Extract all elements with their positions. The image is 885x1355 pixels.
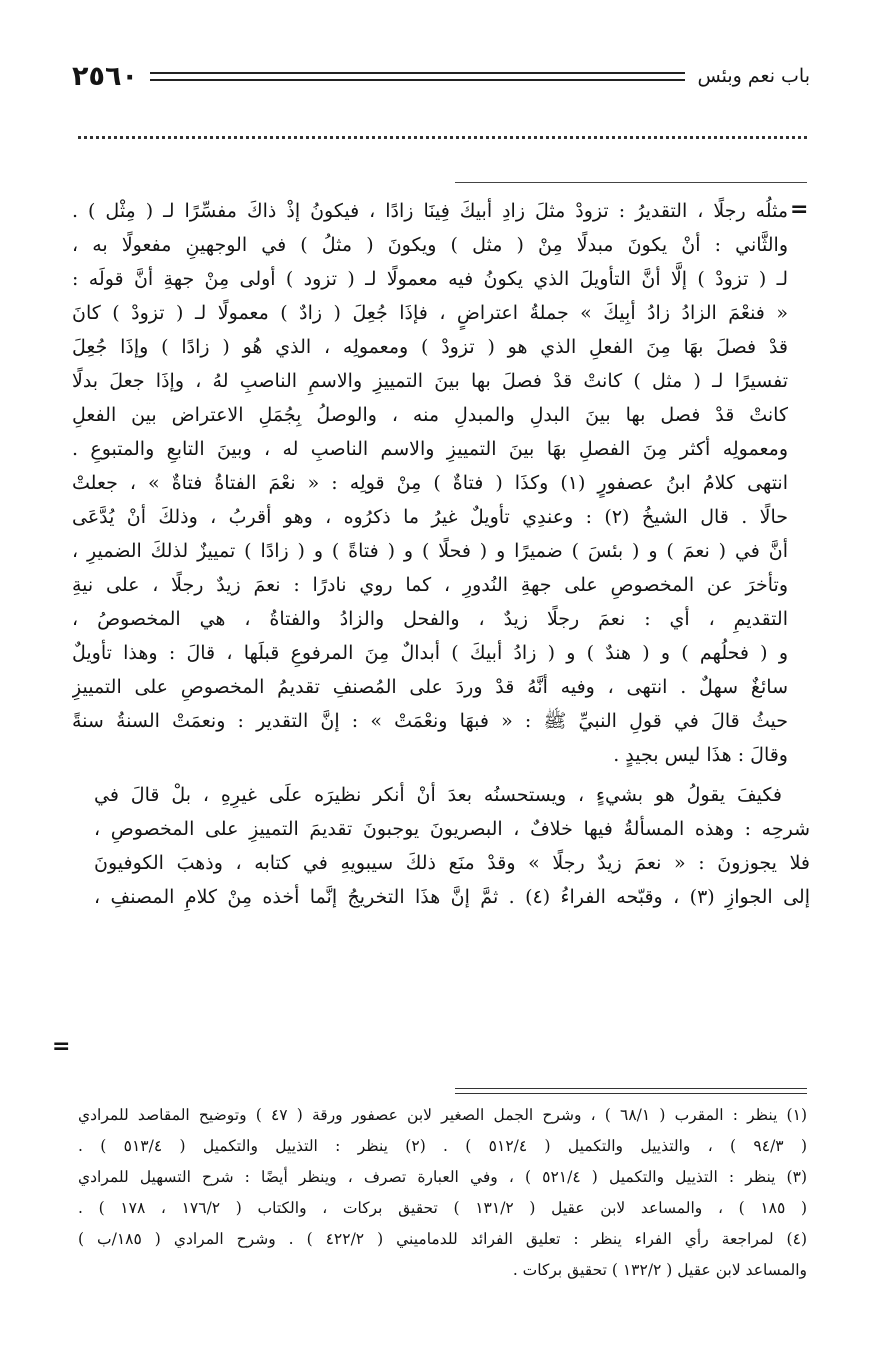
text-line: حالًا . قال الشيخُ (٢) : وعندِي تأويلٌ غيرُ ما ذكرُوه ، وهو أقربُ ، وذلكَ أنْ يُدَّعَى [72, 506, 788, 528]
text-line: كانتْ قدْ فصل بها بينَ البدلِ والمبدلِ منه ، والوصلُ بِجُمَلِ الاعتراض بين الفعلِ [72, 404, 788, 426]
page-number: ٢٥٦٠ [72, 60, 138, 92]
text-line: وقالَ : هذَا ليس بجيدٍ . [613, 744, 788, 766]
footnote-line: (٣) ينظر : التذييل والتكميل ( ٥٢١/٤ ) ، وفي العبارة تصرف ، وينظر أيضًا : شرح التسهيل للمرادي [78, 1168, 807, 1186]
footnote-line: (١) ينظر : المقرب ( ٦٨/١ ) ، وشرح الجمل الصغير لابن عصفور ورقة ( ٤٧ ) وتوضيح المقاصد للمرادي [78, 1106, 807, 1124]
text-line: ومعمولِه أكثر مِنَ الفصلِ بهَا بينَ التمييزِ والاسم الناصبِ له ، وبينَ التابعِ والمتبوعِ . [72, 438, 788, 460]
header-double-rule [150, 72, 686, 81]
chapter-title: باب نعم وبئس [697, 65, 810, 87]
footnote-line: والمساعد لابن عقيل ( ١٣٢/٢ ) تحقيق بركات . [512, 1261, 807, 1279]
text-line: وتأخرَ عن المخصوصِ على جهةِ النُدورِ ، كما روي نادرًا : نعمَ زيدٌ رجلًا ، على نيةِ [72, 574, 788, 596]
text-line: أنَّ في ( نعمَ ) و ( بئسَ ) ضميرًا و ( فحلًا ) و ( فتاةً ) و ( زادًا ) تمييزٌ لذلكَ الضميرِ ، [72, 540, 788, 562]
page-header [72, 56, 810, 96]
text-line: تفسيرًا لـ ( مثل ) كانتْ قدْ فصلَ بها بينَ التمييزِ والاسمِ الناصبِ لهُ ، وإذَا جعلَ بدلًا [72, 370, 788, 392]
paragraph-1 [72, 194, 788, 772]
text-line: شرحِه : وهذه المسألةُ فيها خلافٌ ، البصريونَ يوجبونَ تقديمَ التمييزِ على المخصوصِ ، [94, 818, 810, 840]
text-line: و ( فحلُهم ) و ( هندٌ ) و ( زادُ أبيكَ ) أبدالٌ مِنَ المرفوعِ قبلَها ، قالَ : وهذا تأويلٌ [72, 642, 788, 664]
text-line: مثلُه رجلًا ، التقديرُ : تزودْ مثلَ زادِ أبيكَ فِينَا زادًا ، فيكونُ إذْ ذاكَ مفسِّرًا لـ ( مِثْل ) . [72, 200, 788, 222]
text-line: والثَّاني : أنْ يكونَ مبدلًا مِنْ ( مثل ) ويكونَ ( مثلُ ) في الوجهينِ مفعولًا به ، [72, 234, 788, 256]
text-line: انتهى كلامُ ابنُ عصفورٍ (١) وكذَا ( فتاةٌ ) مِنْ قولِه : « نعْمَ الفتاةُ فتاةٌ » ، جعلتْ [72, 472, 788, 494]
continuation-mark-end: = [52, 1034, 71, 1059]
top-rule [455, 182, 807, 183]
footnote-line: (٤) لمراجعة رأي الفراء ينظر : تعليق الفرائد للدماميني ( ٤٢٢/٢ ) . وشرح المرادي ( ١٨٥/ب ) [78, 1230, 807, 1248]
footnote-line: ( ١٨٥ ) ، والمساعد لابن عقيل ( ١٣١/٢ ) تحقيق بركات ، والكتاب ( ١٧٦/٢ ، ١٧٨ ) . [78, 1199, 807, 1217]
text-line: حيثُ قالَ في قولِ النبيِّ ﷺ : « فبهَا ونعْمَتْ » : إنَّ التقدير : ونعمَتْ السنةُ سنةً [72, 710, 788, 732]
text-line: قدْ فصلَ بهَا مِنَ الفعلِ الذي هو ( تزودْ ) ومعمولِه ، الذي هُو ( زادًا ) وإذَا جُعِلَ [72, 336, 788, 358]
text-line: إلى الجوازِ (٣) ، وقبّحه الفراءُ (٤) . ثمَّ إنَّ هذَا التخريجُ إنَّما أخذه مِنْ كلامِ المصنفِ ، [94, 886, 810, 908]
footnotes [78, 1100, 807, 1286]
text-line: سائغٌ سهلٌ . انتهى ، وفيه أنَّهُ قدْ وردَ على المُصنفِ تقديمُ المخصوصِ على التمييزِ [72, 676, 788, 698]
continuation-mark-start: = [790, 197, 809, 222]
text-line: فكيفَ يقولُ هو بشيءٍ ، ويستحسنُه بعدَ أنْ أنكر نظيرَه علَى غيرِهِ ، بلْ قالَ في [94, 784, 782, 806]
text-line: فلا يجوزونَ : « نعمَ زيدٌ رجلًا » وقدْ منَع ذلكَ سيبويهِ في كتابه ، وذهبَ الكوفيونَ [94, 852, 810, 874]
footnote-line: ( ٩٤/٣ ) ، والتذييل والتكميل ( ٥١٢/٤ ) . (٢) ينظر : التذييل والتكميل ( ٥١٣/٤ ) . [78, 1137, 807, 1155]
text-line: التقديمِ ، أي : نعمَ رجلًا زيدٌ ، والفحل والزادُ والفتاةُ ، هي المخصوصُ ، [72, 608, 788, 630]
main-text [72, 194, 810, 914]
dotted-separator [78, 136, 807, 139]
text-line: « فنعْمَ الزادُ زادُ أبِيكَ » جملةُ اعتراضٍ ، فإذَا جُعِلَ ( زادٌ ) معمولًا لـ ( تزودْ ) كانَ [72, 302, 788, 324]
paragraph-2 [94, 778, 810, 914]
footnote-rule [455, 1088, 807, 1094]
text-line: لـ ( تزودْ ) إلَّا أنَّ التأويلَ الذي يكونُ فيه معمولًا لـ ( تزود ) أولى مِنْ جهةِ أنَّ قولَه : [72, 268, 788, 290]
